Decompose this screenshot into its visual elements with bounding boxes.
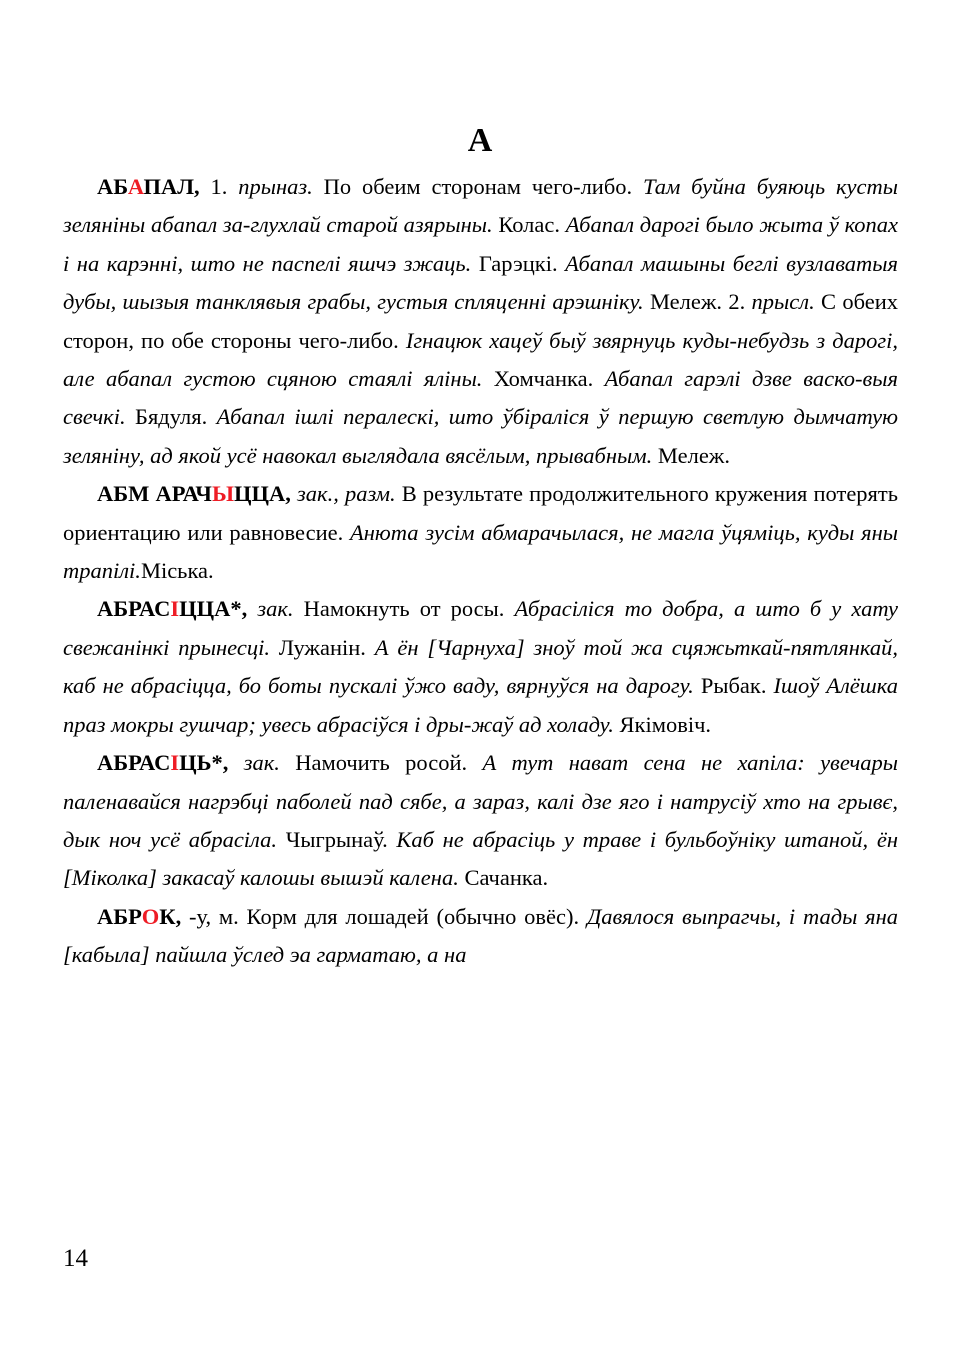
entry-run-gloss: 2. <box>728 289 752 315</box>
entry-run-gloss: Намокнуть от росы. <box>293 596 515 622</box>
entry-run-gram: зак. <box>228 750 280 776</box>
headword-part-pre: АБМ АРАЧ <box>97 481 212 507</box>
headword-part-post: ЦЦА, <box>234 481 291 507</box>
entry-body-abapal <box>63 174 898 468</box>
headword-part-post: ПАЛ, <box>143 174 200 199</box>
entry-run-cit: Анюта зусім абмарачылася, не магла ўцяміць, куды яны трапілі. <box>63 519 898 584</box>
headword-part-pre: АБРАС <box>97 750 171 776</box>
letter-section-heading: А <box>467 122 493 159</box>
entry-run-src: Гарэцкі. <box>471 250 566 276</box>
text-column <box>63 168 898 975</box>
entry-run-src: Рыбак. <box>693 673 774 699</box>
entry-run-src: Бядуля. <box>125 404 217 430</box>
entry-run-cit: Ігнацюк хацеў быў звярнуць куды-небудзь з дарогі, але абапал густою сцяною стаялі яліны. <box>63 327 898 392</box>
entry-run-gram: прыназ. <box>238 174 313 199</box>
entry-run-gram: разм. <box>344 481 396 507</box>
dictionary-entry-abmarachycca <box>63 475 898 590</box>
headword-part-pre: АБРАС <box>97 596 171 622</box>
dictionary-entry-abapal <box>63 168 898 475</box>
headword-abapal <box>97 174 200 199</box>
headword-part-post: ЦЬ*, <box>179 750 229 776</box>
headword-part-pre: АБР <box>97 903 142 929</box>
entry-body-abrok <box>63 904 898 967</box>
entry-run-cit: Давялося выпрагчы, і тады яна [кабыла] пайшла ўслед эа гарматаю, а на <box>63 903 898 968</box>
headword-accent-letter: О <box>141 903 160 929</box>
headword-accent-letter: Ы <box>211 481 235 507</box>
entry-run-src: Лужанін. <box>269 634 375 660</box>
entry-run-cit: Абапал гарэлі дзве васко-выя свечкі. <box>63 366 898 430</box>
headword-accent-letter: І <box>170 596 180 622</box>
entry-run-gloss: С обеих сторон, по обе стороны чего-либо. <box>63 289 899 353</box>
headword-part-post: К, <box>159 903 182 929</box>
headword-abrasic <box>97 750 228 775</box>
entry-run-gloss: 1. <box>199 174 239 199</box>
dictionary-entry-abrasicca <box>63 590 898 744</box>
entry-run-src: Міська. <box>140 558 214 584</box>
entry-run-gram: зак., <box>297 481 339 507</box>
entry-run-gram: зак. <box>247 596 294 622</box>
entry-run-src: Мележ. <box>652 442 730 468</box>
entry-run-src: Мележ. <box>643 289 729 315</box>
headword-abrok <box>97 904 181 929</box>
entry-run-gloss: В результате продолжительного кружения потерять ориентацию или равновесие. <box>63 481 898 545</box>
entry-run-cit: Каб не абрасіць у траве і бульбоўніку штаной, ён [Міколка] закасаў калошы вышэй калена. <box>63 826 899 891</box>
entry-run-cit: Там буйна буяюць кусты зеляніны абапал за-глухлай старой азярыны. <box>63 174 898 238</box>
headword-abmarachycca <box>97 481 291 506</box>
dictionary-entry-abrasic <box>63 744 898 898</box>
entry-run-cit: Ішоў Алёшка праз мокры гушчар; увесь абрасіўся і дры-жаў ад холаду. <box>63 673 898 737</box>
headword-part-post: ЦЦА*, <box>179 596 248 622</box>
headword-accent-letter: А <box>127 174 144 199</box>
entry-run-cit: А ён [Чарнуха] зноў той жа сцяжьткай-пятлянкай, каб не абрасіцца, бо боты пускалі ўжо ваду, вярнуўся на дарогу. <box>63 634 898 699</box>
headword-part-pre: АБ <box>97 174 128 199</box>
entry-run-cit: Абапал машыны беглі вузлаватыя дубы, шызыя танклявыя грабы, густыя спляценні арэшніку. <box>63 250 899 315</box>
headword-abrasicca <box>97 596 247 621</box>
entry-run-gram: прысл. <box>751 289 815 315</box>
entry-run-src: Колас. <box>492 212 566 238</box>
entry-run-src: Хомчанка. <box>482 366 605 392</box>
entry-run-src: Чыгрынаў. <box>277 826 397 852</box>
page-number: 14 <box>63 1245 88 1272</box>
entry-run-cit: А тут нават сена не хапіла: увечары паленавайся нагрэбці паболей пад сябе, а зараз, калі дзе яго і натрусіў хто на грывє, дык ноч усё абрасіла. <box>63 750 898 852</box>
entry-run-gloss: По обеим сторонам чего-либо. <box>312 174 644 199</box>
entry-run-cit: Абапал дарогі было жыта ў копах і на карэнні, што не паспелі яшчэ зжаць. <box>63 212 899 276</box>
entry-run-gloss: Намочить росой. <box>279 750 483 776</box>
headword-accent-letter: І <box>170 750 180 776</box>
entry-run-gloss: -у, м. Корм для лошадей (обычно овёс). <box>181 903 587 929</box>
entry-run-src: Якімовіч. <box>613 711 712 737</box>
dictionary-entry-abrok <box>63 898 898 975</box>
entry-run-cit: Абрасіліся то добра, а што б у хату свежанінкі прынесці. <box>63 596 898 660</box>
entry-run-src: Сачанка. <box>458 865 549 891</box>
entry-run-cit: Абапал ішлі пералескі, што ўбіраліся ў першую светлую дымчатую зеляніну, ад якой усё навокал выглядала вясёлым, прывабным. <box>63 404 898 468</box>
